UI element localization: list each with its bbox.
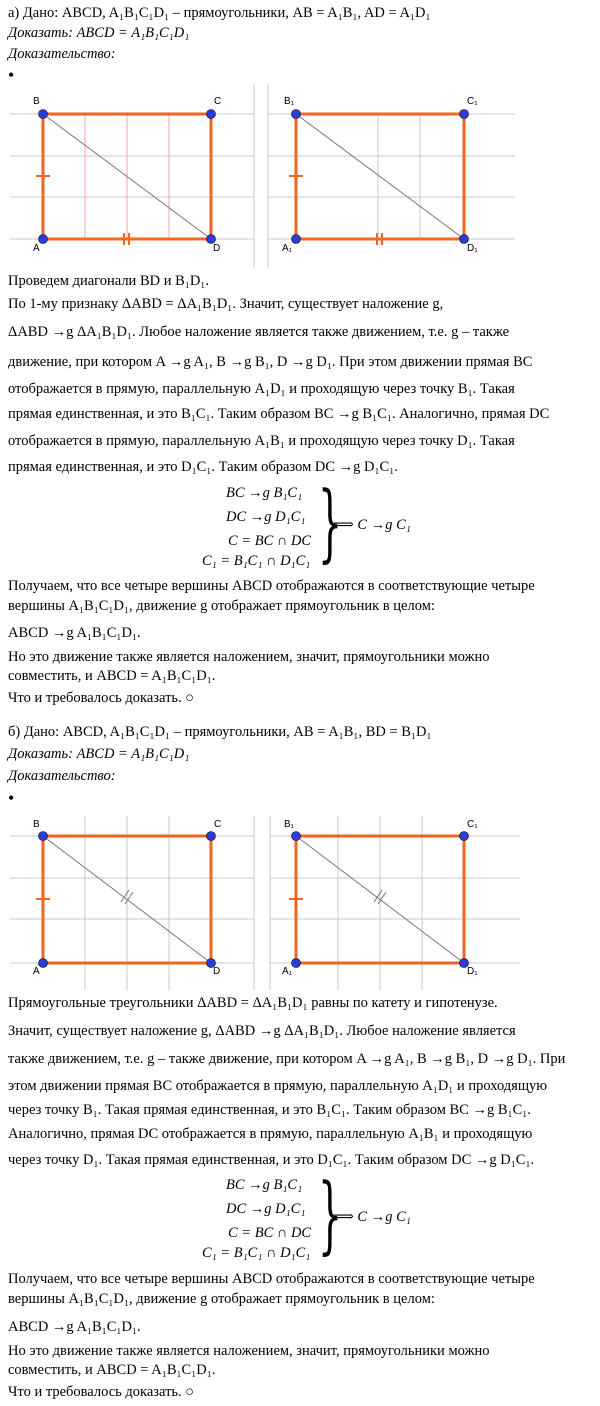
part-a-figure — [0, 84, 600, 268]
part-a-text-line: По 1-му признаку ΔABD = ΔA₁B₁D₁. Значит, существует наложение g, — [8, 296, 444, 312]
system-row: C₁ = B₁C₁ ∩ D₁C₁ — [202, 553, 311, 569]
part-a-conclusion: совместить, и ABCD = A₁B₁C₁D₁. — [8, 668, 216, 684]
point-a — [39, 235, 48, 244]
label-b1: B₁ — [284, 819, 295, 830]
label-c: C — [214, 96, 222, 107]
label-d: D — [213, 243, 221, 254]
system-row: C = BC ∩ DC — [228, 1225, 312, 1241]
part-b-prove: Доказать: ABCD = A₁B₁C₁D₁ — [8, 746, 190, 762]
system-row: BC →g B₁C₁ — [226, 485, 303, 501]
system-result: ⟹ C →g C₁ — [333, 517, 411, 533]
part-a-system — [198, 473, 428, 573]
point-c — [207, 110, 216, 119]
part-a-text-line: прямая единственная, и это D₁C₁. Таким образом DC →g D₁C₁. — [8, 459, 398, 475]
label-b1: B₁ — [284, 96, 295, 107]
label-a: A — [33, 243, 40, 254]
point-b — [39, 832, 48, 841]
part-b-text-line: через точку B₁. Такая прямая единственная, и это B₁C₁. Таким образом BC →g B₁C₁. — [8, 1102, 531, 1118]
point-b1 — [292, 110, 301, 119]
label-a1: A₁ — [282, 243, 293, 254]
system-result: ⟹ C →g C₁ — [333, 1209, 411, 1225]
part-a-conclusion: Но это движение также является наложением, значит, прямоугольники можно — [8, 649, 490, 665]
label-a1: A₁ — [282, 966, 293, 977]
point-b1 — [292, 832, 301, 841]
label-d: D — [213, 966, 221, 977]
label-c1: C₁ — [467, 819, 478, 830]
part-a-conclusion: Получаем, что все четыре вершины ABCD отображаются в соответствующие четыре — [8, 578, 535, 594]
label-b: B — [33, 96, 40, 107]
system-row: C = BC ∩ DC — [228, 533, 312, 549]
part-a-text-line: отображается в прямую, параллельную A₁B₁ и проходящую через точку D₁. Такая — [8, 433, 515, 449]
part-a-text-line: движение, при котором A →g A₁, B →g B₁, D →g D₁. При этом движении прямая BC — [8, 354, 533, 370]
part-b-bullet: • — [8, 788, 15, 808]
part-a-prove: Доказать: ABCD = A₁B₁C₁D₁ — [8, 25, 190, 41]
label-b: B — [33, 819, 40, 830]
label-c1: C₁ — [467, 96, 478, 107]
part-a-conclusion: ABCD →g A₁B₁C₁D₁. — [8, 625, 141, 641]
part-b-conclusion: ABCD →g A₁B₁C₁D₁. — [8, 1319, 141, 1335]
system-row: C₁ = B₁C₁ ∩ D₁C₁ — [202, 1245, 311, 1261]
part-b-proof-label: Доказательство: — [8, 768, 116, 784]
part-b-text-line: через точку D₁. Такая прямая единственная, и это D₁C₁. Таким образом DC →g D₁C₁. — [8, 1152, 535, 1168]
part-a-text-line: Проведем диагонали BD и B₁D₁. — [8, 273, 209, 289]
part-a-bullet: • — [8, 65, 15, 85]
part-b-conclusion: Получаем, что все четыре вершины ABCD отображаются в соответствующие четыре — [8, 1271, 535, 1287]
part-b-text-line: также движением, т.е. g – также движение, при котором A →g A₁, B →g B₁, D →g D₁. При — [8, 1051, 566, 1067]
part-a-text-line: прямая единственная, и это B₁C₁. Таким образом BC →g B₁C₁. Аналогично, прямая DC — [8, 406, 550, 422]
label-d1: D₁ — [467, 966, 478, 977]
label-d1: D₁ — [467, 243, 478, 254]
part-b-conclusion: совместить, и ABCD = A₁B₁C₁D₁. — [8, 1362, 216, 1378]
part-b-conclusion: Что и требовалось доказать. ○ — [8, 1384, 195, 1400]
point-b — [39, 110, 48, 119]
part-a-proof-label: Доказательство: — [8, 46, 116, 62]
diagonal-b1d1 — [296, 114, 464, 239]
part-a-conclusion: вершины A₁B₁C₁D₁, движение g отображает прямоугольник в целом: — [8, 598, 435, 614]
part-b-conclusion: Но это движение также является наложением, значит, прямоугольники можно — [8, 1343, 490, 1359]
part-b-given: б) Дано: ABCD, A₁B₁C₁D₁ – прямоугольники, AB = A₁B₁, BD = B₁D₁ — [8, 724, 432, 740]
curly-brace: } — [318, 473, 343, 571]
point-c — [207, 832, 216, 841]
part-b-figure — [0, 806, 600, 990]
part-b-text-line: Значит, существует наложение g, ΔABD →g ΔA₁B₁D₁. Любое наложение является — [8, 1023, 516, 1039]
system-row: DC →g D₁C₁ — [226, 1201, 306, 1217]
part-b-text-line: Аналогично, прямая DC отображается в прямую, параллельную A₁B₁ и проходящую — [8, 1126, 533, 1142]
part-b-system — [198, 1165, 428, 1265]
part-a-given: а) Дано: ABCD, A₁B₁C₁D₁ – прямоугольники, AB = A₁B₁, AD = A₁D₁ — [8, 5, 431, 21]
part-b-conclusion: вершины A₁B₁C₁D₁, движение g отображает прямоугольник в целом: — [8, 1291, 435, 1307]
point-a1 — [292, 235, 301, 244]
label-c: C — [214, 819, 222, 830]
system-row: BC →g B₁C₁ — [226, 1177, 303, 1193]
label-a: A — [33, 966, 40, 977]
part-a-text-line: ΔABD →g ΔA₁B₁D₁. Любое наложение является также движением, т.е. g – также — [8, 324, 510, 340]
part-b-text-line: этом движении прямая BC отображается в прямую, параллельную A₁D₁ и проходящую — [8, 1078, 548, 1094]
part-a-conclusion: Что и требовалось доказать. ○ — [8, 690, 195, 706]
point-a1 — [292, 959, 301, 968]
point-a — [39, 959, 48, 968]
part-a-text-line: отображается в прямую, параллельную A₁D₁ и проходящую через точку B₁. Такая — [8, 381, 515, 397]
point-c1 — [460, 110, 469, 119]
point-c1 — [460, 832, 469, 841]
part-b-text-line: Прямоугольные треугольники ΔABD = ΔA₁B₁D₁ равны по катету и гипотенузе. — [8, 995, 498, 1011]
curly-brace: } — [318, 1165, 343, 1263]
system-row: DC →g D₁C₁ — [226, 509, 306, 525]
